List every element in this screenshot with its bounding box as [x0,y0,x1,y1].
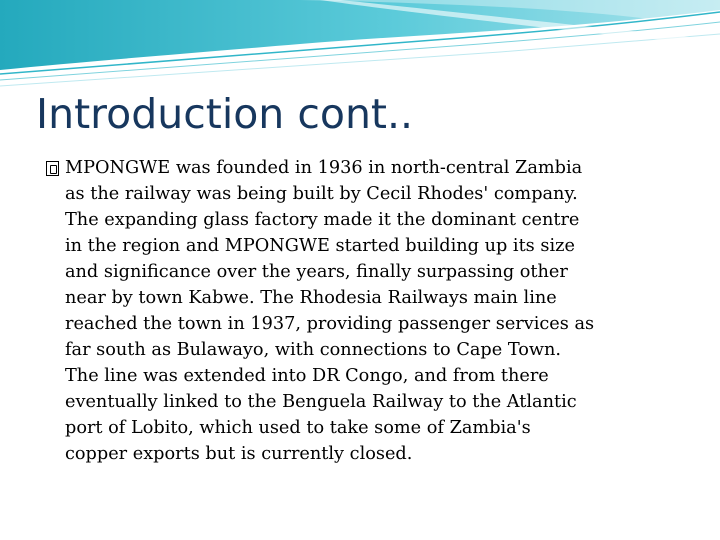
body-line-9: The line was extended into DR Congo, and from there [65,366,549,386]
body-line-4: in the region and MPONGWE started building up its size [65,236,575,256]
body-line-3: The expanding glass factory made it the dominant centre [65,210,580,230]
body-line-5: and significance over the years, finally surpassing other [65,262,568,282]
body-line-8: far south as Bulawayo, with connections to Cape Town. [65,340,562,360]
slide-title: Introduction cont.. [36,90,414,138]
body-line-1: MPONGWE was founded in 1936 in north-central Zambia [65,158,583,178]
body-line-11: port of Lobito, which used to take some of Zambia's [65,418,531,438]
bullet-paragraph [46,155,676,467]
body-line-10: eventually linked to the Benguela Railway to the Atlantic [65,392,577,412]
body-line-2: as the railway was being built by Cecil Rhodes' company. [65,184,578,204]
body-line-6: near by town Kabwe. The Rhodesia Railways main line [65,288,557,308]
body-line-12: copper exports but is currently closed. [65,444,413,464]
slide-body [46,155,676,467]
missing-glyph-bullet-icon [46,161,59,176]
body-line-7: reached the town in 1937, providing passenger services as [65,314,595,334]
header-wave-decoration [0,0,720,90]
